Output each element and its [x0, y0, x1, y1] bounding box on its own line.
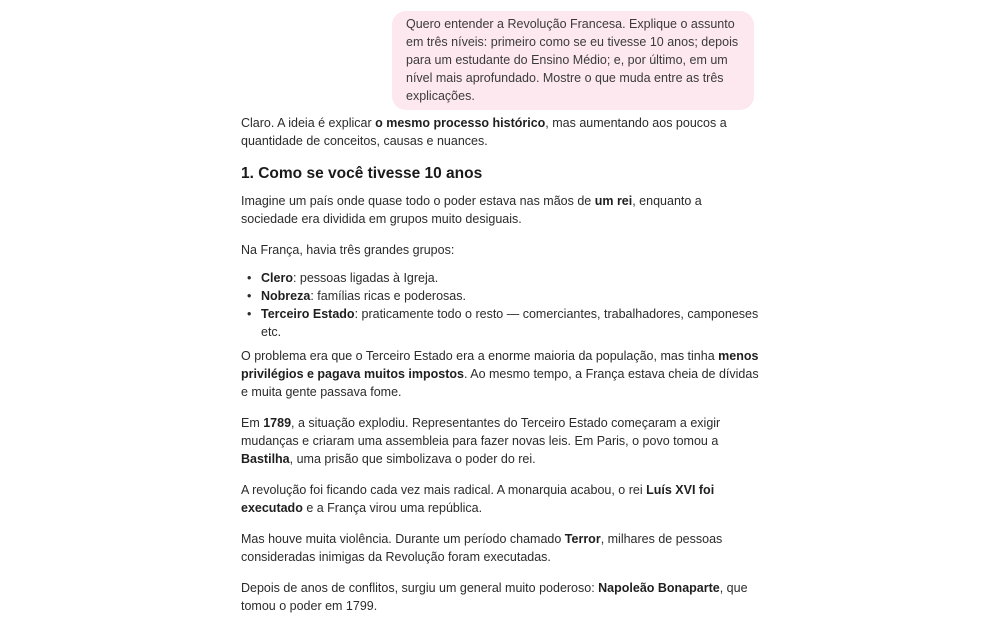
user-message-text: Quero entender a Revolução Francesa. Explique o assunto em três níveis: primeiro como se eu tivesse 10 anos; depois para um estudante do Ensino Médio; e, por último, em um nível mais aprofundado. Mostre o que muda entre as três explicações.: [406, 17, 739, 103]
paragraph-napoleon: [241, 579, 761, 615]
paragraph-text-end: , enquanto a sociedade era dividida em grupos muito desiguais.: [241, 194, 702, 226]
group-name: Terceiro Estado: [261, 307, 355, 321]
paragraph-text: Em: [241, 416, 264, 430]
intro-emphasis: o mesmo processo histórico: [375, 116, 546, 130]
paragraph-text: Mas houve muita violência. Durante um período chamado: [241, 532, 565, 546]
paragraph-text-end: , milhares de pessoas consideradas inimigas da Revolução foram executadas.: [241, 532, 723, 564]
paragraph-groups-intro: Na França, havia três grandes grupos:: [241, 243, 455, 257]
paragraph-radical: [241, 481, 761, 517]
intro-text: Claro. A ideia é explicar: [241, 116, 376, 130]
group-name: Nobreza: [261, 289, 311, 303]
group-description: : famílias ricas e poderosas.: [310, 289, 466, 303]
intro-text-end: , mas aumentando aos poucos a quantidade de conceitos, causas e nuances.: [241, 116, 727, 148]
user-message-bubble: [392, 11, 754, 110]
paragraph-text: Depois de anos de conflitos, surgiu um general muito poderoso:: [241, 581, 599, 595]
paragraph-emphasis-bastilha: Bastilha: [241, 452, 290, 466]
list-item-terceiro-estado: [247, 305, 761, 341]
paragraph-emphasis: Luís XVI foi executado: [241, 483, 715, 515]
paragraph-emphasis-year: 1789: [263, 416, 292, 430]
group-description: : praticamente todo o resto — comerciantes, trabalhadores, camponeses etc.: [261, 307, 759, 339]
groups-list: [241, 269, 761, 341]
paragraph-emphasis: Terror: [564, 532, 601, 546]
paragraph-1789: [241, 414, 761, 468]
section-heading: 1. Como se você tivesse 10 anos: [241, 165, 483, 182]
assistant-response: [241, 114, 761, 628]
paragraph-problem: [241, 347, 761, 401]
paragraph-text-end: , que tomou o poder em 1799.: [241, 581, 748, 613]
paragraph-emphasis: um rei: [594, 194, 633, 208]
list-item-nobreza: [247, 287, 761, 305]
bullet-icon: •: [247, 307, 252, 321]
paragraph-terror: [241, 530, 761, 566]
paragraph-text-end: , uma prisão que simbolizava o poder do rei.: [289, 452, 536, 466]
paragraph-text: Imagine um país onde quase todo o poder estava nas mãos de: [241, 194, 595, 208]
intro-paragraph: [241, 114, 761, 150]
bullet-icon: •: [247, 289, 252, 303]
paragraph-emphasis: Napoleão Bonaparte: [598, 581, 720, 595]
paragraph-text: A revolução foi ficando cada vez mais radical. A monarquia acabou, o rei: [241, 483, 647, 497]
paragraph-text: O problema era que o Terceiro Estado era a enorme maioria da população, mas tinha: [241, 349, 719, 363]
paragraph-text-end: . Ao mesmo tempo, a França estava cheia de dívidas e muita gente passava fome.: [241, 367, 759, 399]
paragraph-emphasis: menos privilégios e pagava muitos impostos: [241, 349, 759, 381]
paragraph-text-middle: , a situação explodiu. Representantes do Terceiro Estado começaram a exigir mudanças e criaram uma assembleia para fazer novas leis. Em Paris, o povo tomou a: [241, 416, 721, 448]
paragraph-text-end: e a França virou uma república.: [302, 501, 483, 515]
group-description: : pessoas ligadas à Igreja.: [292, 271, 439, 285]
group-name: Clero: [261, 271, 293, 285]
paragraph-king: [241, 192, 761, 228]
list-item-clero: [247, 269, 761, 287]
bullet-icon: •: [247, 271, 252, 285]
